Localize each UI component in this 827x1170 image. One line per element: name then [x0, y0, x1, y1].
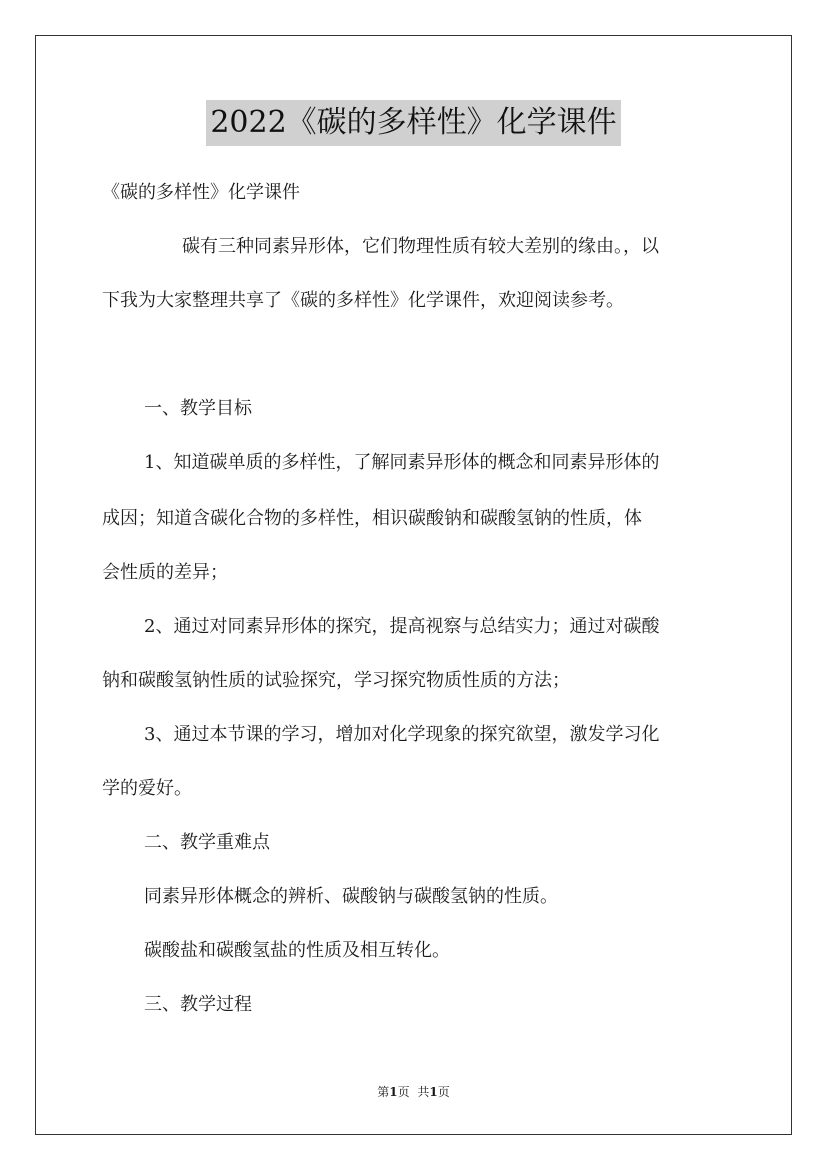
- section-heading-process: 三、教学过程: [144, 994, 252, 1015]
- intro-line-2: 下我为大家整理共享了《碳的多样性》化学课件，欢迎阅读参考。: [102, 290, 624, 311]
- key-point-1: 同素异形体概念的辨析、碳酸钠与碳酸氢钠的性质。: [144, 886, 558, 907]
- goal-1-line-2: 成因；知道含碳化合物的多样性，相识碳酸钠和碳酸氢钠的性质，体: [102, 508, 642, 529]
- goal-3-line-2: 学的爱好。: [102, 778, 192, 799]
- page-footer: [0, 1084, 827, 1100]
- goal-3-line-1: 3、通过本节课的学习，增加对化学现象的探究欲望，激发学习化: [144, 724, 660, 745]
- key-point-2: 碳酸盐和碳酸氢盐的性质及相互转化。: [144, 940, 450, 961]
- document-title: 2022《碳的多样性》化学课件: [206, 100, 620, 146]
- goal-2-line-2: 钠和碳酸氢钠性质的试验探究，学习探究物质性质的方法；: [102, 670, 570, 691]
- page-label-prefix: 第: [377, 1085, 390, 1099]
- goal-2-line-1: 2、通过对同素异形体的探究，提高视察与总结实力；通过对碳酸: [144, 616, 660, 637]
- section-heading-key-points: 二、教学重难点: [144, 832, 270, 853]
- goal-1-line-1: 1、知道碳单质的多样性，了解同素异形体的概念和同素异形体的: [144, 452, 660, 473]
- total-label-suffix: 页: [437, 1085, 450, 1099]
- page-number: 1: [389, 1085, 398, 1099]
- intro-line-1: 碳有三种同素异形体，它们物理性质有较大差别的缘由。，以: [182, 236, 659, 257]
- total-pages: 1: [429, 1085, 438, 1099]
- goal-1-line-3: 会性质的差异；: [102, 562, 228, 583]
- page-label-suffix: 页: [397, 1085, 410, 1099]
- total-label-prefix: 共: [417, 1085, 430, 1099]
- section-heading-objectives: 一、教学目标: [144, 398, 252, 419]
- title-container: [0, 100, 827, 146]
- document-subtitle: 《碳的多样性》化学课件: [102, 182, 300, 203]
